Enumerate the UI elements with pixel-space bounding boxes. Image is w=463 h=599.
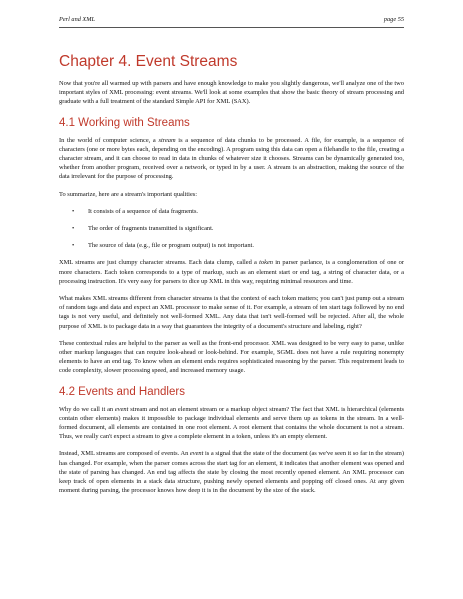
emphasis-token: token: [259, 259, 273, 267]
emphasis-event-2: event: [189, 450, 204, 458]
paragraph-events-defined: Instead, XML streams are composed of events. An event is a signal that the state of the document (as we've seen it so far in the stream) has changed. For example, when the parser comes across the start tag for an element, it indicates that another element was opened and the state of parsing has changed. An end tag affects the state by closing the most recently opened element. An XML processor can keep track of open elements in a stack data structure, pushing newly opened elements and popping off closed ones. At any given moment during parsing, the processor knows how deep it is in the document by the size of the stack.: [59, 450, 404, 495]
emphasis-event: event: [114, 405, 129, 413]
bullet-icon: •: [72, 225, 75, 233]
paragraph-why-events: Why do we call it an event stream and not an element stream or a markup object stream? The fact that XML is hierarchical (elements contain other elements) makes it impossible to package individual elements and serve them up as tokens in the stream. In a well-formed document, all elements are contained in one root element. A root element that contains the whole document is not a stream. Thus, we really can't expect a stream to give a complete element in a token, unless it's an empty element.: [59, 405, 404, 441]
paragraph-xml-streams: XML streams are just clumpy character streams. Each data clump, called a token in parser parlance, is a conglomeration of one or more characters. Each token corresponds to a type of markup, such as an element start or end tag, a string of character data, or a processing instruction. It's very easy for parsers to dice up XML in this way, requiring minimal resources and time.: [59, 259, 405, 285]
list-item: • The source of data (e.g., file or program output) is not important.: [72, 242, 254, 250]
header-page-number: page 55: [383, 16, 404, 23]
intro-paragraph: Now that you're all warmed up with parsers and have enough knowledge to make you slightly dangerous, we'll analyze one of the two important styles of XML processing: event streams. We'll look at some examples that show the basic theory of stream processing and graduate with a full treatment of the standard Simple API for XML (SAX).: [59, 80, 404, 106]
paragraph-contextual-rules: These contextual rules are helpful to the parser as well as the front-end processor. XML was designed to be very easy to parse, unlike other markup languages that can require look-ahead or look-behind. For example, SGML does not have a rule requiring nonempty elements to have an end tag. To know when an element ends requires sophisticated reasoning by the parser. This requirement leads to code complexity, slower processing speed, and increased memory usage.: [59, 339, 404, 375]
page-content: [59, 53, 404, 504]
stream-qualities-list: [59, 207, 404, 251]
paragraph-context: What makes XML streams different from character streams is that the context of each token matters; you can't just pump out a stream of random tags and data and expect an XML processor to make sense of it. For example, a stream of ten start tags followed by no end tags is not very useful, and definitely not well-formed XML. Any data that isn't well-formed will be rejected. After all, the whole purpose of XML is to package data in a way that guarantees the integrity of a document's structure and labeling, right?: [59, 295, 404, 330]
list-item: • The order of fragments transmitted is significant.: [72, 225, 214, 233]
chapter-title: Chapter 4. Event Streams: [59, 53, 238, 70]
emphasis-stream: stream: [158, 136, 176, 144]
header-rule: [59, 27, 404, 28]
list-item: • It consists of a sequence of data fragments.: [72, 207, 199, 215]
paragraph-stream-definition: In the world of computer science, a stream is a sequence of data chunks to be processed. A file, for example, is a sequence of characters (one or more bytes each, depending on the encoding). A program using this data can open a filehandle to the file, creating a character stream, and it can choose to read in data in chunks of whatever size it chooses. Streams can be dynamically generated too, whether from another program, received over a network, or typed in by a user. A stream is an abstraction, making the source of the data irrelevant for the purpose of processing.: [59, 136, 405, 181]
running-header: [59, 14, 404, 26]
paragraph-summary-lead: To summarize, here are a stream's important qualities:: [59, 190, 198, 198]
bullet-icon: •: [72, 207, 75, 215]
bullet-icon: •: [72, 242, 75, 250]
section-heading-events-and-handlers: 4.2 Events and Handlers: [59, 385, 185, 398]
section-heading-working-with-streams: 4.1 Working with Streams: [59, 116, 190, 129]
header-book-title: Perl and XML: [59, 16, 96, 23]
